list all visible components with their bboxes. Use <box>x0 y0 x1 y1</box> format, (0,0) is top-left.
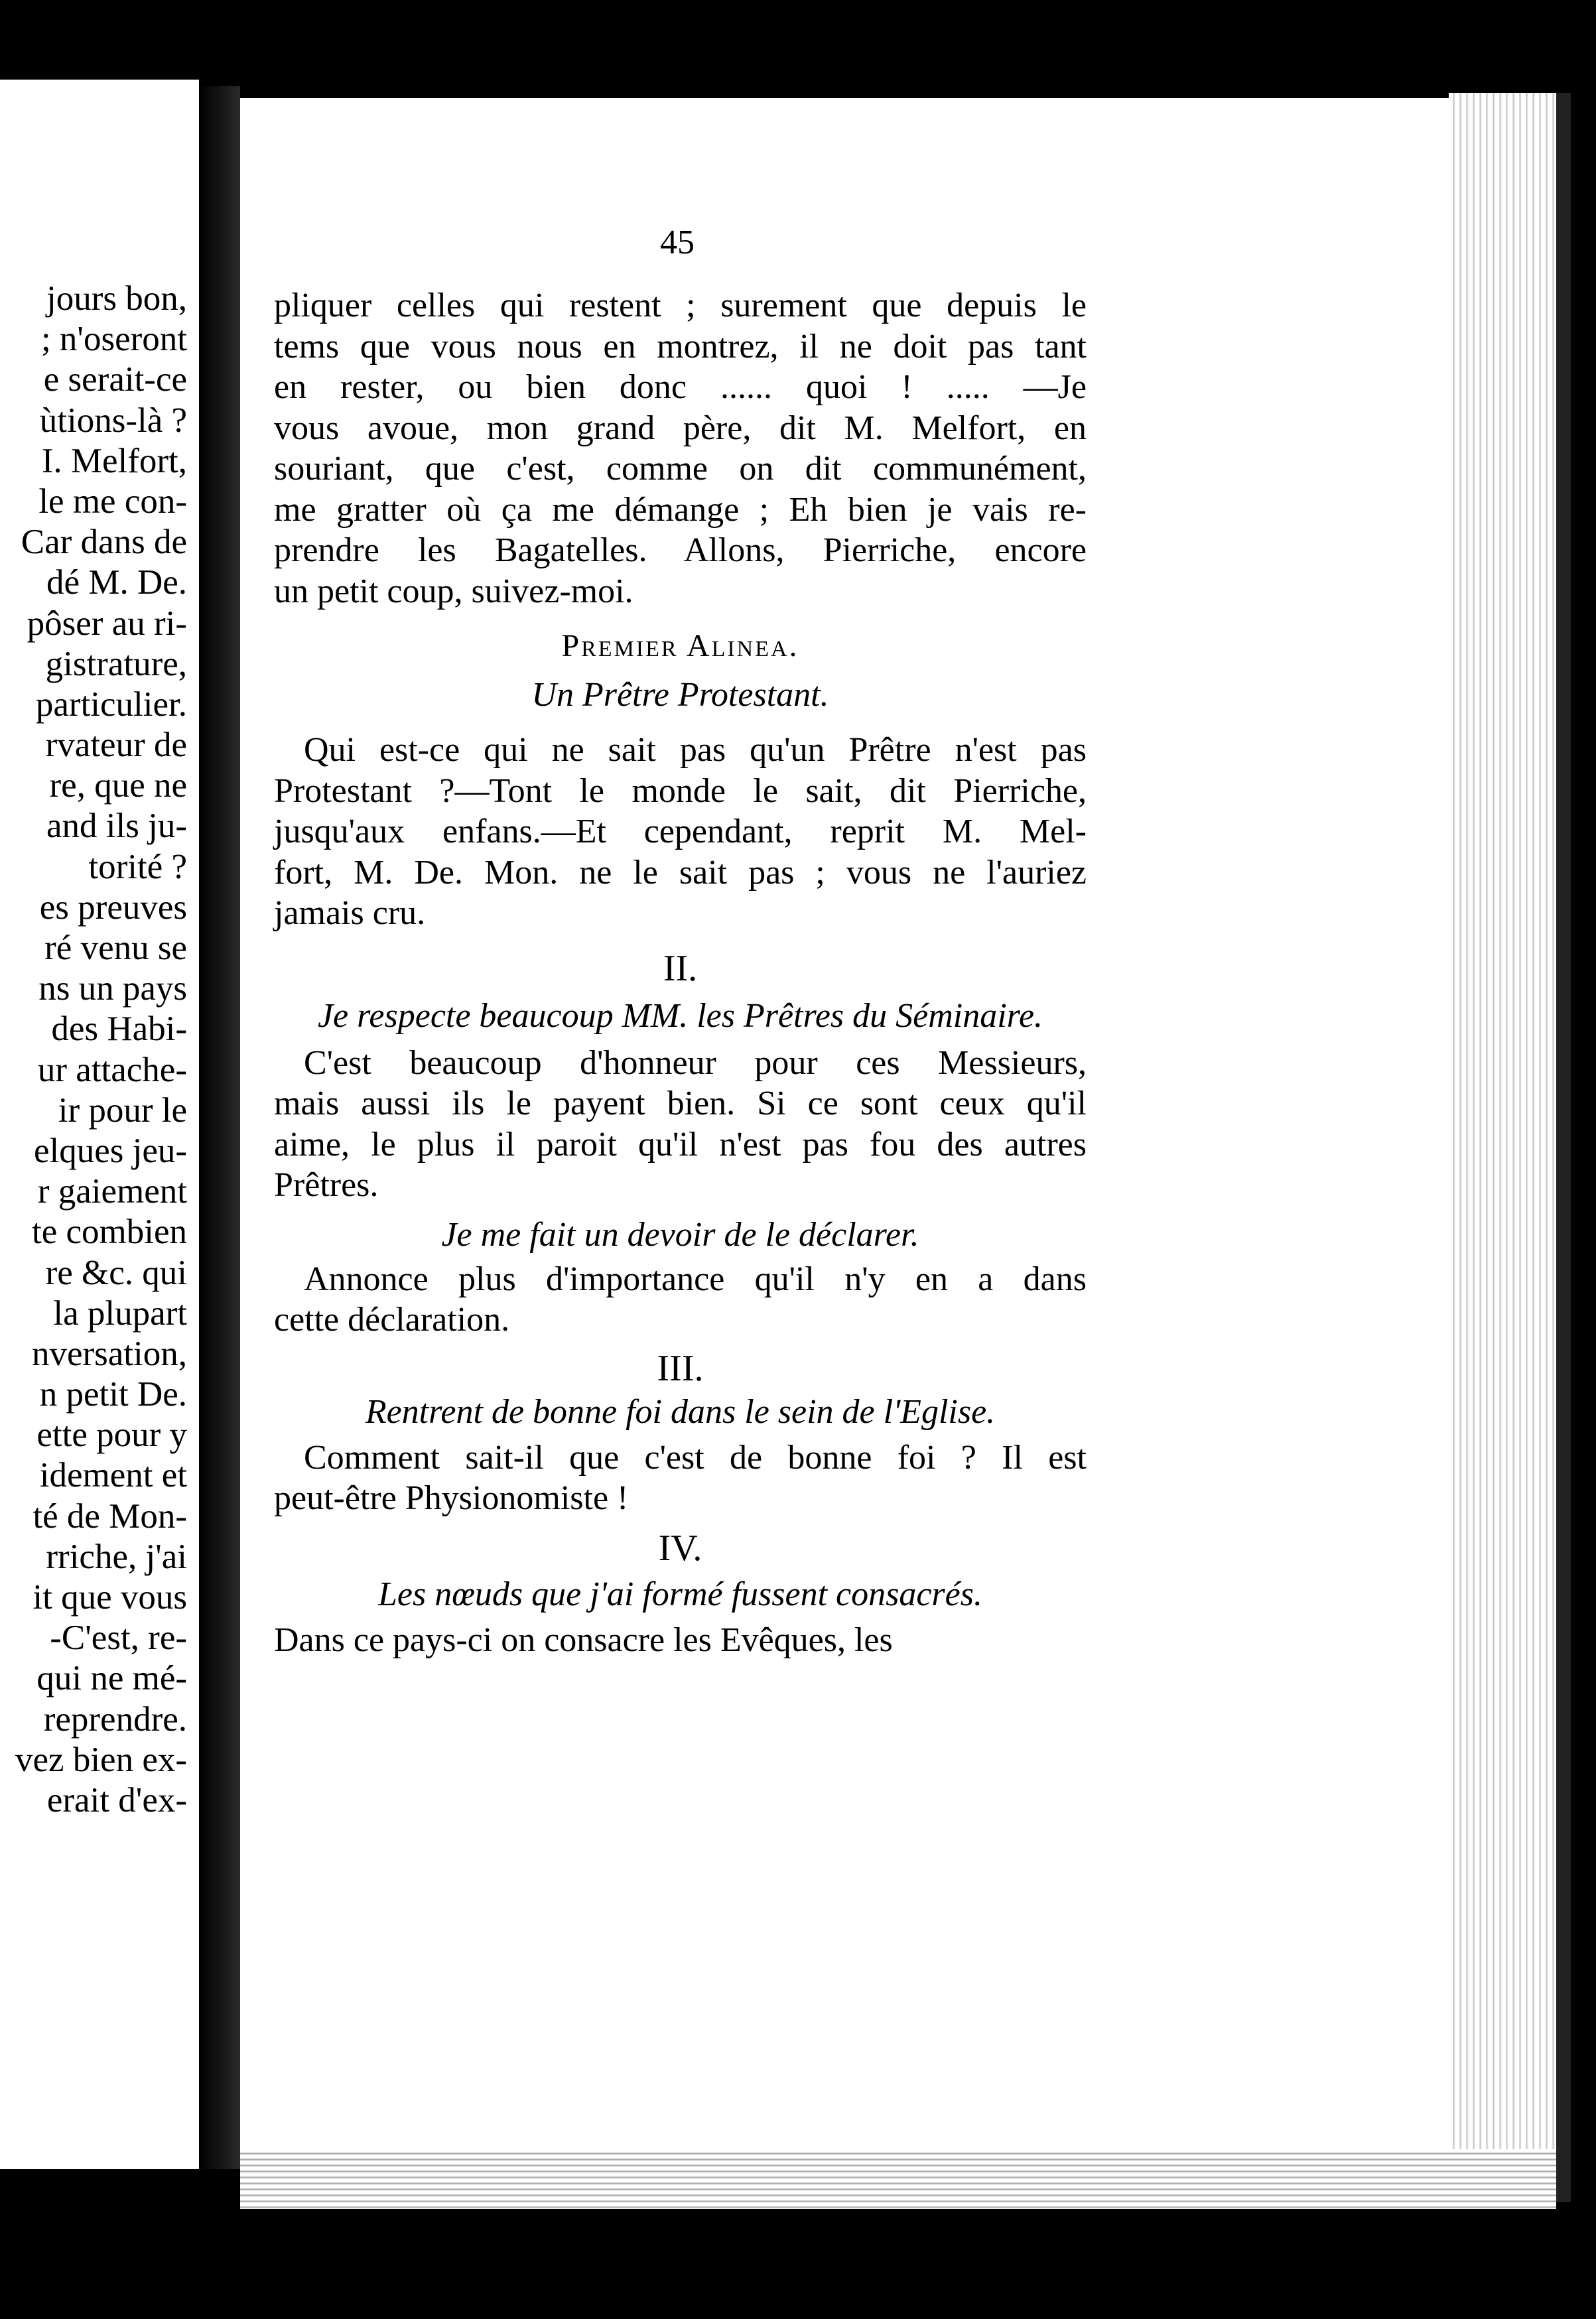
previous-page-line: e serait-ce <box>43 360 187 399</box>
text-line: Annonce plus d'importance qu'il n'y en a dans <box>304 1260 1087 1298</box>
previous-page-line: ir pour le <box>58 1091 187 1130</box>
text-line: Comment sait-il que c'est de bonne foi ? Il est <box>304 1438 1087 1477</box>
previous-page-line: n petit De. <box>39 1375 187 1414</box>
previous-page-line: torité ? <box>88 847 187 886</box>
previous-page-line: dé M. De. <box>46 563 187 602</box>
paragraph-5 <box>274 1437 1087 1519</box>
page-number: 45 <box>660 224 695 261</box>
text-line: jusqu'aux enfans.—Et cependant, reprit M. Mel- <box>274 813 1087 850</box>
previous-page-line: la plupart <box>53 1293 187 1333</box>
previous-page-line: Car dans de <box>21 523 187 562</box>
paragraph-3 <box>274 1043 1087 1206</box>
text-line: peut-être Physionomiste ! <box>274 1479 629 1517</box>
paragraph-4 <box>274 1259 1087 1341</box>
previous-page-line: le me con- <box>38 482 187 521</box>
previous-page-line: rriche, j'ai <box>46 1537 187 1576</box>
text-line: vous avoue, mon grand père, dit M. Melfort, en <box>274 409 1087 447</box>
page-edge-shadow <box>1556 93 1571 2202</box>
previous-page-line: qui ne mé- <box>36 1659 187 1698</box>
text-line: Protestant ?—Tont le monde le sait, dit Pierriche, <box>274 771 1087 810</box>
previous-page-line: ette pour y <box>36 1416 187 1455</box>
previous-page-line: and ils ju- <box>46 807 187 846</box>
text-line: Qui est-ce qui ne sait pas qu'un Prêtre n'est pas <box>304 731 1087 769</box>
paragraph-1 <box>274 285 1087 612</box>
heading-section-3: III. <box>657 1347 704 1389</box>
page-bottom-edge <box>240 2149 1556 2209</box>
text-line: mais aussi ils le payent bien. Si ce sont ceux qu'il <box>274 1085 1087 1122</box>
previous-page-line: vez bien ex- <box>15 1740 187 1779</box>
text-line: jamais cru. <box>274 894 426 932</box>
previous-page-line: pôser au ri- <box>27 604 187 643</box>
previous-page-line: reprendre. <box>43 1699 187 1739</box>
heading-section-4: IV. <box>658 1527 702 1569</box>
text-line: prendre les Bagatelles. Allons, Pierriche, encore <box>274 531 1087 569</box>
previous-page-text <box>0 279 187 1821</box>
previous-page-line: te combien <box>32 1213 187 1252</box>
text-line: tems que vous nous en montrez, il ne doit pas tant <box>274 327 1087 365</box>
previous-page-line: ur attache- <box>37 1050 187 1089</box>
page-stack-edge <box>1449 93 1556 2202</box>
previous-page-line: jours bon, <box>46 279 187 318</box>
heading-section-2: II. <box>663 947 698 989</box>
previous-page-line: ns un pays <box>38 969 187 1008</box>
previous-page-line: erait d'ex- <box>46 1780 187 1820</box>
previous-page-line: -C'est, re- <box>50 1619 187 1658</box>
paragraph-6 <box>274 1620 1087 1661</box>
previous-page-fragment <box>0 80 199 2169</box>
text-line: fort, M. De. Mon. ne le sait pas ; vous ne l'auriez <box>274 853 1087 892</box>
previous-page-line: gistrature, <box>45 644 187 683</box>
previous-page-line: r gaiement <box>37 1172 187 1211</box>
heading-premier-alinea: Premier Alinea. <box>561 628 799 663</box>
previous-page-line: I. Melfort, <box>41 441 187 480</box>
heading-subtitle-1: Un Prêtre Protestant. <box>531 676 829 714</box>
text-line: Prêtres. <box>274 1166 379 1204</box>
text-line: souriant, que c'est, comme on dit communément, <box>274 450 1087 488</box>
previous-page-line: es preuves <box>39 888 187 927</box>
quote-2: Je me fait un devoir de le déclarer. <box>441 1215 919 1254</box>
previous-page-line: ; n'oseront <box>40 320 187 359</box>
heading-subtitle-4: Les nœuds que j'ai formé fussent consacrés. <box>378 1575 982 1613</box>
previous-page-line: té de Mon- <box>33 1496 187 1536</box>
previous-page-line: elques jeu- <box>33 1131 187 1170</box>
book-gutter <box>199 86 240 2169</box>
text-line: me gratter où ça me démange ; Eh bien je vais re- <box>274 490 1087 529</box>
previous-page-line: re, que ne <box>49 766 187 805</box>
previous-page-line: particulier. <box>35 685 187 724</box>
text-line: aime, le plus il paroit qu'il n'est pas fou des autres <box>274 1125 1087 1163</box>
text-line: pliquer celles qui restent ; surement que depuis le <box>274 287 1087 324</box>
previous-page-line: ùtions-là ? <box>39 401 187 440</box>
previous-page-line: rvateur de <box>45 726 187 765</box>
paragraph-2 <box>274 730 1087 934</box>
text-line: C'est beaucoup d'honneur pour ces Messieurs, <box>304 1043 1087 1082</box>
previous-page-line: des Habi- <box>51 1010 187 1049</box>
previous-page-line: idement et <box>39 1456 187 1495</box>
previous-page-line: re &c. qui <box>45 1253 187 1292</box>
previous-page-line: ré venu se <box>44 929 187 967</box>
heading-subtitle-2: Je respecte beaucoup MM. les Prêtres du Séminaire. <box>317 996 1043 1035</box>
text-line: Dans ce pays-ci on consacre les Evêques, les <box>274 1621 893 1659</box>
heading-subtitle-3: Rentrent de bonne foi dans le sein de l'Eglise. <box>365 1392 996 1431</box>
text-line: un petit coup, suivez-moi. <box>274 572 633 610</box>
text-line: cette déclaration. <box>274 1301 510 1339</box>
text-line: en rester, ou bien donc ...... quoi ! ..... —Je <box>274 368 1087 406</box>
previous-page-line: nversation, <box>31 1334 187 1373</box>
previous-page-line: it que vous <box>33 1578 187 1617</box>
page-text <box>274 219 1087 1660</box>
